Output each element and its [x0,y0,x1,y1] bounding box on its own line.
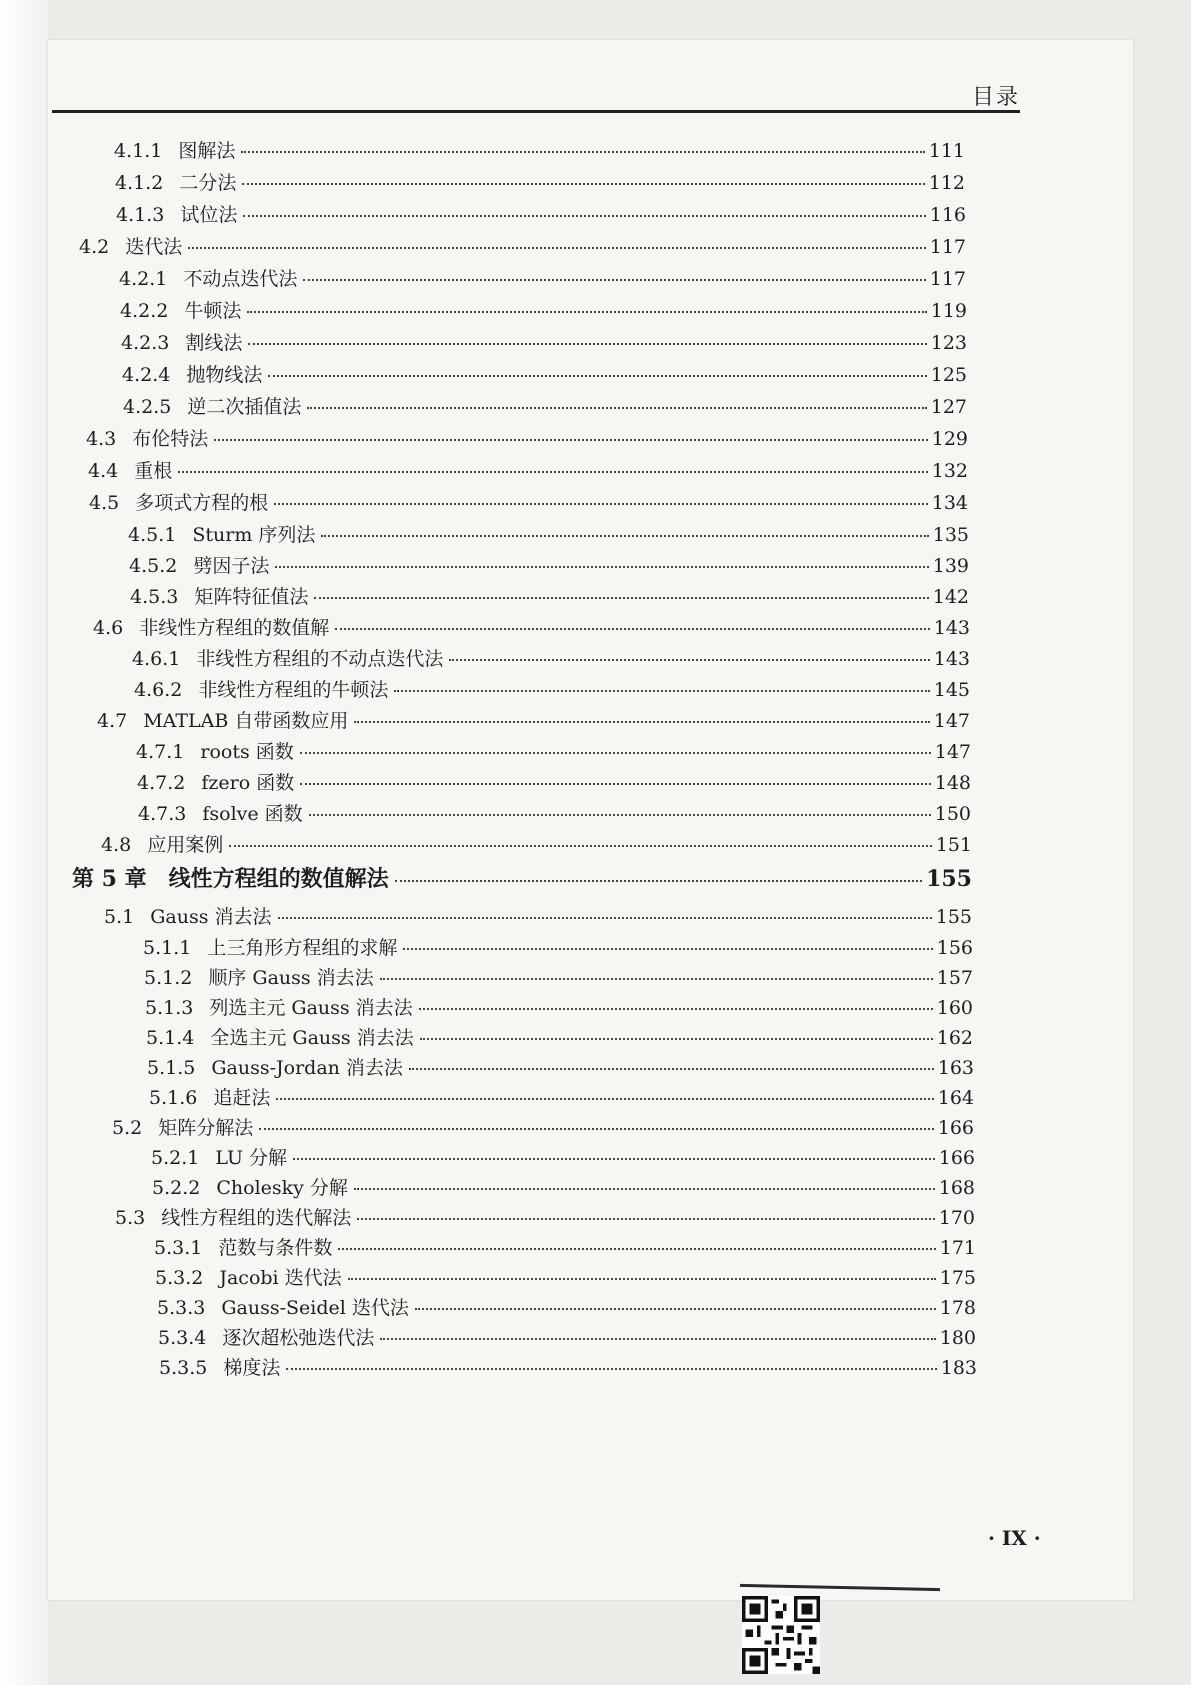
toc-entry [134,679,970,701]
toc-entry-page: 151 [935,834,972,856]
toc-entry-page: 147 [933,710,970,732]
dot-leader [307,407,926,409]
dot-leader [321,535,928,537]
dot-leader [248,343,926,345]
toc-entry [122,364,967,386]
toc-entry-title: Sturm 序列法 [192,524,316,546]
toc-entry [132,648,970,670]
dot-leader [300,752,931,754]
header-rule [52,110,1020,113]
toc-entry-number: 4.4 [88,460,119,482]
toc-entry [101,834,972,856]
toc-entry [115,1207,975,1229]
dot-leader [229,845,932,847]
toc-entry [89,492,968,514]
toc-entry [120,300,967,322]
toc-entry-number: 4.5 [89,492,120,514]
toc-entry-page: 183 [940,1357,977,1379]
toc-entry-page: 145 [933,679,970,701]
dot-leader [293,1158,935,1160]
toc-entry-title: LU 分解 [215,1147,287,1169]
toc-entry-number: 5.1.5 [147,1057,196,1079]
toc-entry-title: Gauss-Jordan 消去法 [211,1057,403,1079]
toc-entry-title: 牛顿法 [184,300,242,322]
dot-leader [268,375,926,377]
toc-entry [136,741,971,763]
toc-entry [97,710,970,732]
toc-entry-page: 148 [934,772,971,794]
toc-entry [115,172,965,194]
toc-entry [155,1267,976,1289]
dot-leader [348,1278,936,1280]
dot-leader [278,917,932,919]
toc-entry [154,1237,976,1259]
toc-entry-title: 列选主元 Gauss 消去法 [209,997,413,1019]
toc-entry-number: 4.7 [97,710,128,732]
toc-entry-page: 157 [936,967,973,989]
toc-entry [93,617,970,639]
toc-entry-title: 图解法 [178,140,236,162]
toc-entry-page: 168 [938,1177,975,1199]
toc-entry [138,803,971,825]
toc-entry-number: 4.2.3 [121,332,170,354]
dot-leader [178,471,928,473]
toc-entry-page: 134 [931,492,968,514]
toc-entry-number: 5.3.3 [157,1297,206,1319]
toc-entry-page: 163 [937,1057,974,1079]
toc-entry-number: 4.7.1 [136,741,185,763]
toc-entry [152,1177,975,1199]
toc-entry-title: Gauss 消去法 [150,906,272,928]
toc-entry-number: 5.1.3 [145,997,194,1019]
toc-entry-title: 逐次超松弛迭代法 [222,1327,375,1349]
toc-entry-number: 4.2.2 [120,300,169,322]
toc-entry-title: 矩阵分解法 [158,1117,254,1139]
dot-leader [300,783,931,785]
toc-entry-number: 第 5 章 [72,866,147,892]
toc-entry [158,1327,976,1349]
toc-entry-title: 非线性方程组的不动点迭代法 [196,648,444,670]
toc-entry-page: 170 [938,1207,975,1229]
toc-entry-title: 割线法 [185,332,243,354]
toc-entry-page: 119 [930,300,967,322]
toc-entry-number: 4.5.2 [129,555,178,577]
toc-entry-page: 156 [936,937,973,959]
toc-entry-title: 全选主元 Gauss 消去法 [210,1027,414,1049]
toc-entry [157,1297,976,1319]
toc-entry-page: 178 [939,1297,976,1319]
toc-entry [144,967,973,989]
toc-entry-title: 追赶法 [213,1087,271,1109]
toc-entry-number: 4.1.1 [114,140,163,162]
toc-entry-number: 4.7.3 [138,803,187,825]
toc-entry-number: 5.1.4 [146,1027,195,1049]
toc-entry [147,1057,974,1079]
toc-entry-page: 164 [937,1087,974,1109]
dot-leader [275,566,928,568]
toc-entry-page: 162 [936,1027,973,1049]
page-gutter-shade [0,0,48,1685]
toc-entry [151,1147,975,1169]
toc-entry-page: 166 [938,1147,975,1169]
toc-entry-page: 142 [932,586,969,608]
toc-entry [128,524,969,546]
toc-entry [121,332,967,354]
dot-leader [395,880,922,882]
toc-entry-title: 劈因子法 [193,555,270,577]
toc-entry-number: 4.2.4 [122,364,171,386]
toc-entry-title: 抛物线法 [186,364,263,386]
toc-entry-page: 135 [932,524,969,546]
dot-leader [338,1248,935,1250]
toc-entry-page: 116 [929,204,966,226]
toc-entry-number: 4.6 [93,617,124,639]
toc-entry [123,396,967,418]
toc-entry-page: 127 [930,396,967,418]
qr-code-icon [742,1596,820,1674]
dot-leader [259,1128,934,1130]
dot-leader [357,1218,935,1220]
toc-entry-page: 166 [937,1117,974,1139]
toc-entry-title: 试位法 [180,204,238,226]
toc-entry-title: Gauss-Seidel 迭代法 [221,1297,409,1319]
toc-entry-number: 5.3.5 [159,1357,208,1379]
toc-entry-title: 范数与条件数 [218,1237,333,1259]
toc-entry-title: 上三角形方程组的求解 [207,937,398,959]
dot-leader [335,628,930,630]
dot-leader [241,151,924,153]
toc-entry-number: 4.2.5 [123,396,172,418]
toc-entry-number: 4.1.3 [116,204,165,226]
toc-entry-number: 4.8 [101,834,132,856]
toc-entry-title: 重根 [134,460,173,482]
toc-entry [159,1357,977,1379]
toc-entry-number: 5.2.2 [152,1177,201,1199]
toc-entry-number: 4.1.2 [115,172,164,194]
toc-entry-page: 139 [932,555,969,577]
dot-leader [380,978,933,980]
dot-leader [286,1368,936,1370]
toc-entry [86,428,968,450]
toc-entry-title: fzero 函数 [201,772,295,794]
toc-entry [114,140,965,162]
toc-entry-number: 4.6.1 [132,648,181,670]
dot-leader [247,311,926,313]
dot-leader [214,439,928,441]
toc-entry-number: 4.6.2 [134,679,183,701]
toc-entry-page: 143 [933,648,970,670]
toc-entry-number: 5.1 [104,906,135,928]
dot-leader [409,1068,934,1070]
running-head: 目录 [972,85,1021,110]
toc-entry-title: 二分法 [179,172,237,194]
toc-entry-number: 5.1.2 [144,967,193,989]
dot-leader [420,1038,933,1040]
toc-entry-title: 布伦特法 [132,428,209,450]
toc-entry-number: 4.2.1 [119,268,168,290]
toc-entry-page: 125 [930,364,967,386]
toc-entry-title: 线性方程组的迭代解法 [161,1207,352,1229]
toc-entry-page: 117 [929,236,966,258]
toc-entry-number: 4.3 [86,428,117,450]
toc-entry-title: 多项式方程的根 [135,492,269,514]
dot-leader [242,183,924,185]
toc-entry-number: 5.2.1 [151,1147,200,1169]
dot-leader [449,659,929,661]
dot-leader [354,1188,935,1190]
toc-entry-page: 147 [934,741,971,763]
toc-entry-number: 5.2 [112,1117,143,1139]
toc-entry [137,772,971,794]
toc-entry-number: 5.3.1 [154,1237,203,1259]
toc-entry-number: 5.1.6 [149,1087,198,1109]
toc-entry-title: 非线性方程组的牛顿法 [198,679,389,701]
toc-entry [129,555,969,577]
toc-entry-number: 4.5.3 [130,586,179,608]
toc-entry [145,997,973,1019]
toc-entry-title: 矩阵特征值法 [194,586,309,608]
dot-leader [309,814,931,816]
dot-leader [394,690,929,692]
toc-entry-page: 129 [931,428,968,450]
toc-entry-page: 112 [928,172,965,194]
toc-entry-page: 150 [934,803,971,825]
toc-entry [88,460,968,482]
toc-entry-title: Cholesky 分解 [216,1177,348,1199]
toc-entry [119,268,966,290]
toc-entry-title: fsolve 函数 [202,803,303,825]
dot-leader [188,247,926,249]
toc-entry-page: 155 [926,866,972,892]
toc-entry-title: 应用案例 [147,834,224,856]
dot-leader [274,503,928,505]
toc-entry [149,1087,974,1109]
toc-entry [130,586,969,608]
dot-leader [403,948,932,950]
toc-entry-page: 132 [931,460,968,482]
dot-leader [276,1098,933,1100]
toc-entry-number: 4.7.2 [137,772,186,794]
toc-entry-number: 5.1.1 [143,937,192,959]
toc-entry-title: 迭代法 [125,236,183,258]
dot-leader [415,1308,936,1310]
toc-entry [143,937,973,959]
toc-entry-page: 175 [939,1267,976,1289]
toc-entry-title: Jacobi 迭代法 [219,1267,342,1289]
dot-leader [314,597,928,599]
toc-entry-page: 143 [933,617,970,639]
toc-entry-title: roots 函数 [200,741,294,763]
toc-entry [104,906,972,928]
dot-leader [380,1338,935,1340]
toc-entry-title: 线性方程组的数值解法 [168,866,389,892]
toc-entry-number: 5.3.2 [155,1267,204,1289]
dot-leader [243,215,925,217]
toc-entry [112,1117,974,1139]
toc-entry-page: 123 [930,332,967,354]
toc-entry [72,868,972,890]
dot-leader [354,721,929,723]
dot-leader [303,279,925,281]
toc-entry-number: 5.3 [115,1207,146,1229]
toc-entry-number: 5.3.4 [158,1327,207,1349]
page-number: · IX · [988,1526,1041,1550]
toc-entry-title: 梯度法 [223,1357,281,1379]
toc-entry-number: 4.2 [79,236,110,258]
toc-entry-title: MATLAB 自带函数应用 [143,710,349,732]
toc-entry-title: 不动点迭代法 [183,268,298,290]
toc-entry-page: 171 [939,1237,976,1259]
toc-entry-page: 180 [939,1327,976,1349]
toc-entry [146,1027,973,1049]
toc-entry-title: 顺序 Gauss 消去法 [208,967,374,989]
toc-entry-page: 117 [929,268,966,290]
toc-entry [116,204,966,226]
dot-leader [419,1008,933,1010]
toc-entry-title: 非线性方程组的数值解 [139,617,330,639]
toc-entry [79,236,966,258]
toc-entry-page: 111 [928,140,965,162]
toc-entry-number: 4.5.1 [128,524,177,546]
toc-entry-page: 155 [935,906,972,928]
toc-entry-page: 160 [936,997,973,1019]
toc-entry-title: 逆二次插值法 [187,396,302,418]
